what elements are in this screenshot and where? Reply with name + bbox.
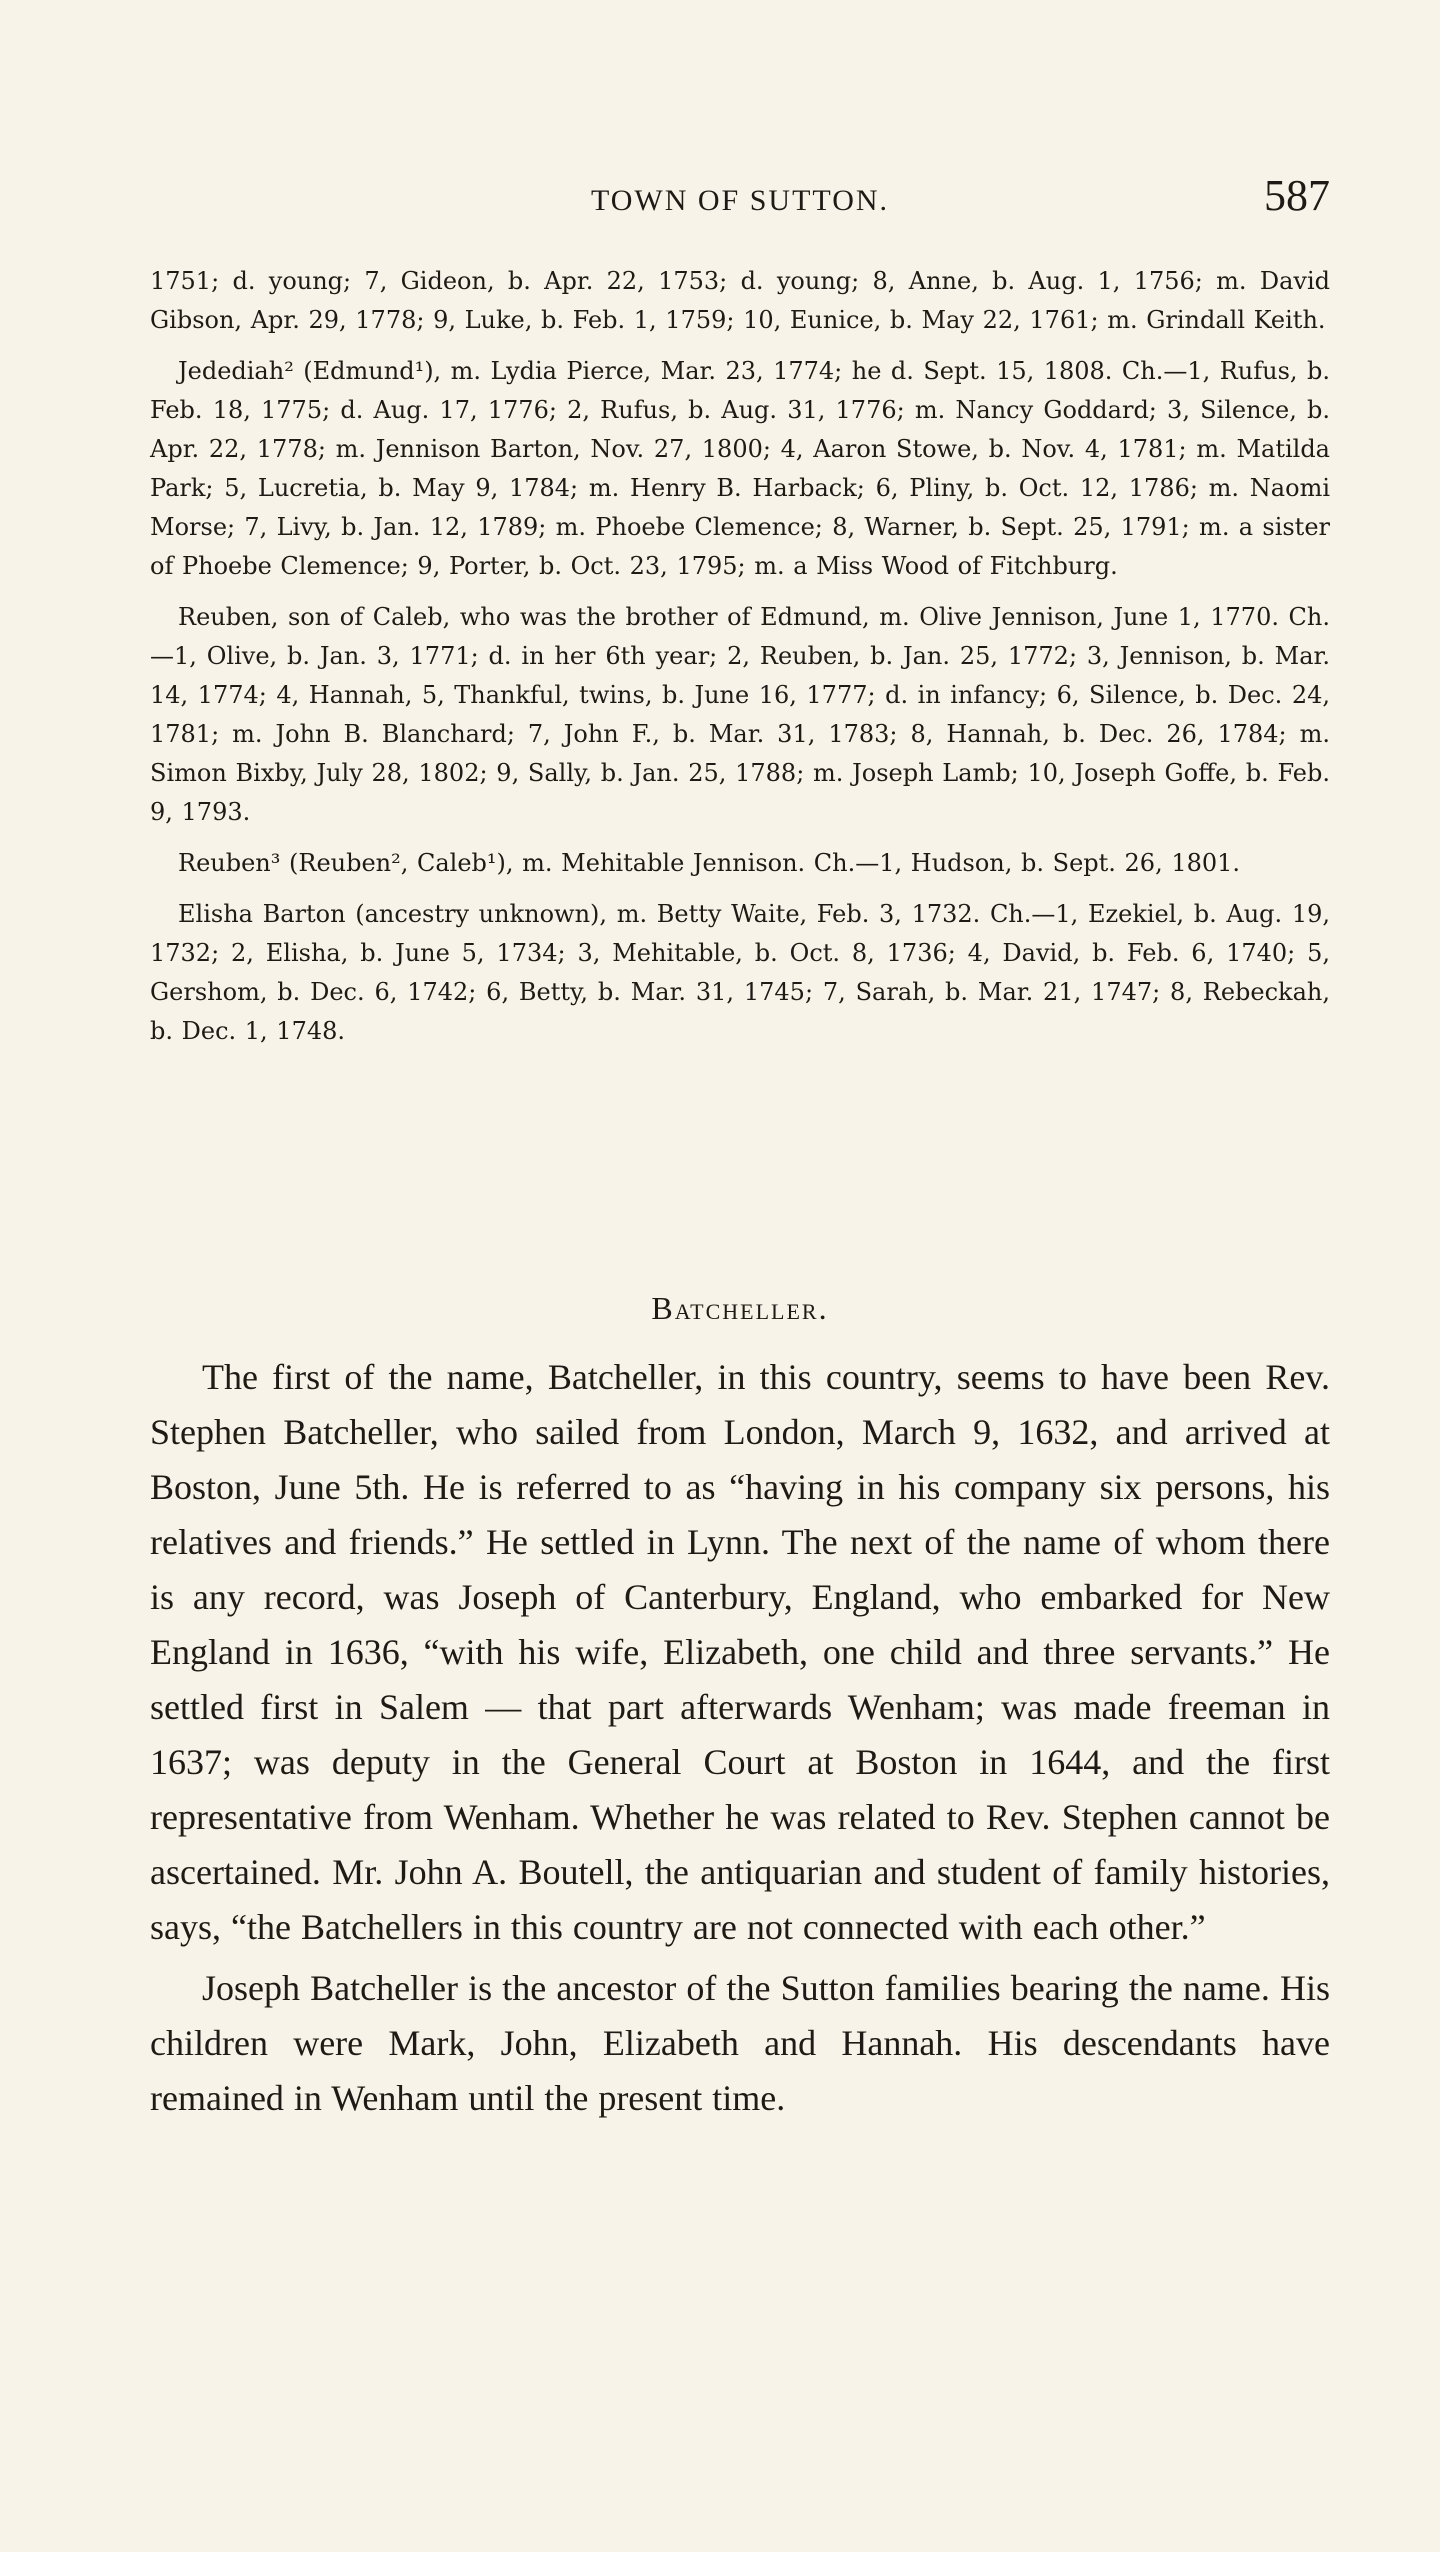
genealogy-paragraph: Reuben³ (Reuben², Caleb¹), m. Mehitable Jennison. Ch.—1, Hudson, b. Sept. 26, 1801.	[178, 849, 1241, 877]
genealogy-records	[150, 262, 1330, 1063]
running-title: TOWN OF SUTTON.	[590, 184, 890, 217]
page-number: 587	[1264, 171, 1330, 220]
batcheller-section	[150, 1350, 1330, 2132]
running-head	[150, 170, 1330, 230]
body-paragraph: The first of the name, Batcheller, in this country, seems to have been Rev. Stephen Batcheller, who sailed from London, March 9, 1632, and arrived at Boston, June 5th. He is referred to as “having in his company six persons, his relatives and friends.” He settled in Lynn. The next of the name of whom there is any record, was Joseph of Canterbury, England, who embarked for New England in 1636, “with his wife, Elizabeth, one child and three servants.” He settled first in Salem — that part afterwards Wenham; was made freeman in 1637; was deputy in the General Court at Boston in 1644, and the first representative from Wenham. Whether he was related to Rev. Stephen cannot be ascertained. Mr. John A. Boutell, the antiquarian and student of family histories, says, “the Batchellers in this country are not connected with each other.”	[150, 1357, 1330, 1947]
section-heading: Batcheller.	[651, 1290, 829, 1326]
body-paragraph: Joseph Batcheller is the ancestor of the Sutton families bearing the name. His children were Mark, John, Elizabeth and Hannah. His descendants have remained in Wenham until the present time.	[150, 1968, 1330, 2118]
genealogy-paragraph: Elisha Barton (ancestry unknown), m. Betty Waite, Feb. 3, 1732. Ch.—1, Ezekiel, b. Aug. 19, 1732; 2, Elisha, b. June 5, 1734; 3, Mehitable, b. Oct. 8, 1736; 4, David, b. Feb. 6, 1740; 5, Gershom, b. Dec. 6, 1742; 6, Betty, b. Mar. 31, 1745; 7, Sarah, b. Mar. 21, 1747; 8, Rebeckah, b. Dec. 1, 1748.	[150, 900, 1330, 1045]
genealogy-paragraph: Jedediah² (Edmund¹), m. Lydia Pierce, Mar. 23, 1774; he d. Sept. 15, 1808. Ch.—1, Rufus, b. Feb. 18, 1775; d. Aug. 17, 1776; 2, Rufus, b. Aug. 31, 1776; m. Nancy Goddard; 3, Silence, b. Apr. 22, 1778; m. Jennison Barton, Nov. 27, 1800; 4, Aaron Stowe, b. Nov. 4, 1781; m. Matilda Park; 5, Lucretia, b. May 9, 1784; m. Henry B. Harback; 6, Pliny, b. Oct. 12, 1786; m. Naomi Morse; 7, Livy, b. Jan. 12, 1789; m. Phoebe Clemence; 8, Warner, b. Sept. 25, 1791; m. a sister of Phoebe Clemence; 9, Porter, b. Oct. 23, 1795; m. a Miss Wood of Fitchburg.	[150, 357, 1330, 580]
genealogy-paragraph: Reuben, son of Caleb, who was the brother of Edmund, m. Olive Jennison, June 1, 1770. Ch.—1, Olive, b. Jan. 3, 1771; d. in her 6th year; 2, Reuben, b. Jan. 25, 1772; 3, Jennison, b. Mar. 14, 1774; 4, Hannah, 5, Thankful, twins, b. June 16, 1777; d. in infancy; 6, Silence, b. Dec. 24, 1781; m. John B. Blanchard; 7, John F., b. Mar. 31, 1783; 8, Hannah, b. Dec. 26, 1784; m. Simon Bixby, July 28, 1802; 9, Sally, b. Jan. 25, 1788; m. Joseph Lamb; 10, Joseph Goffe, b. Feb. 9, 1793.	[150, 603, 1330, 826]
genealogy-paragraph: 1751; d. young; 7, Gideon, b. Apr. 22, 1753; d. young; 8, Anne, b. Aug. 1, 1756; m. David Gibson, Apr. 29, 1778; 9, Luke, b. Feb. 1, 1759; 10, Eunice, b. May 22, 1761; m. Grindall Keith.	[150, 267, 1330, 334]
